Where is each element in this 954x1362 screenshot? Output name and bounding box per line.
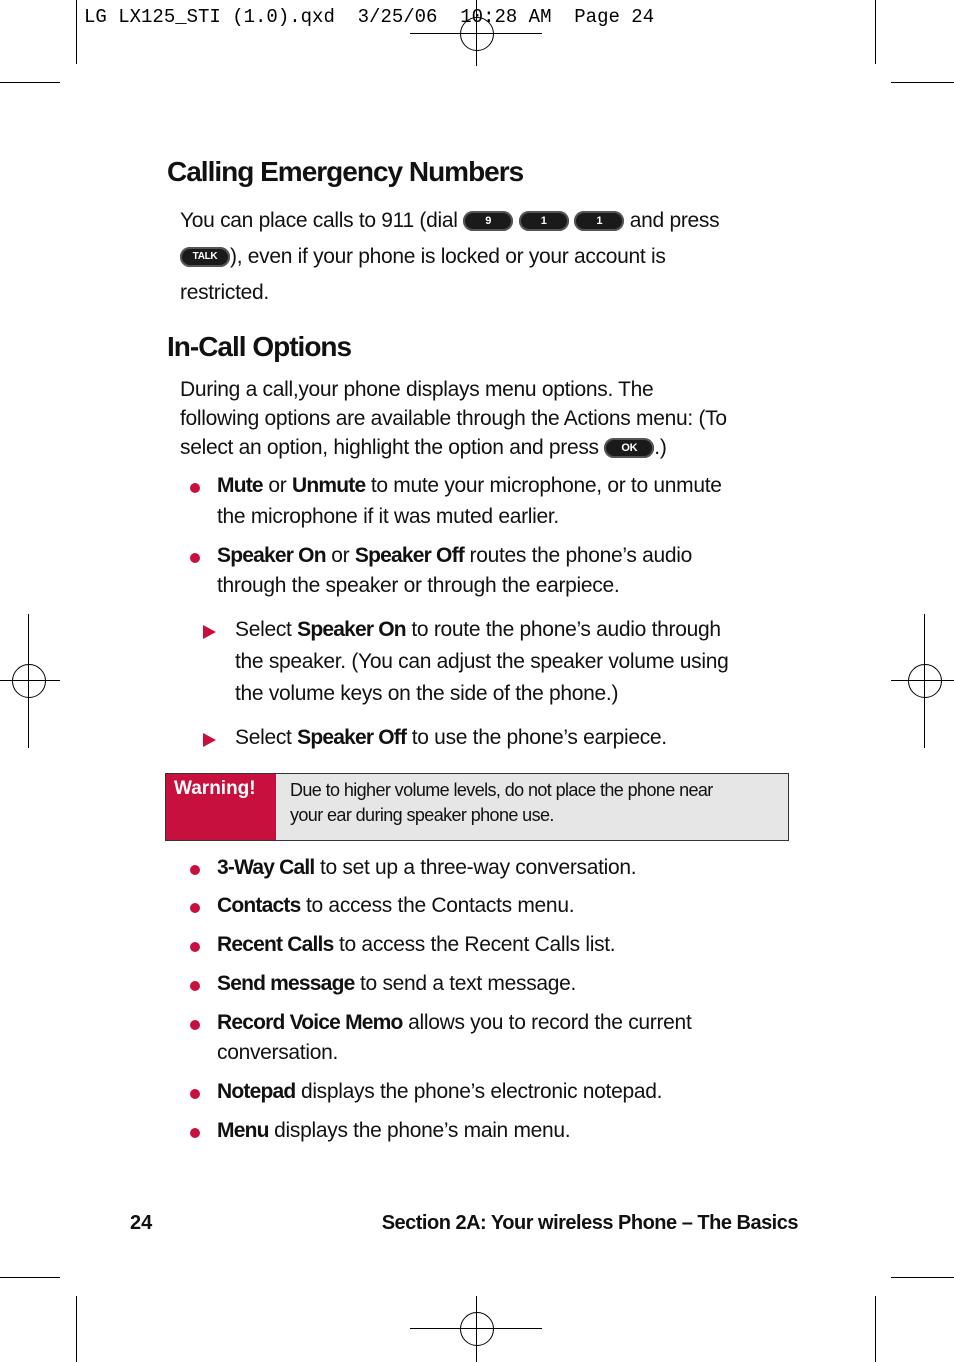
incall-intro-3: select an option, highlight the option and press OK .) [180, 436, 667, 459]
list-item-record-voice-memo: Record Voice Memo allows you to record the current [217, 1011, 692, 1034]
list-item-mute-cont: the microphone if it was muted earlier. [217, 505, 559, 528]
sub-item-speaker-on: Select Speaker On to route the phone’s audio through [235, 618, 721, 641]
bullet-icon [190, 1128, 200, 1138]
bullet-icon [190, 1089, 200, 1099]
list-item-record-voice-memo-cont: conversation. [217, 1041, 339, 1064]
incall-intro-2: following options are available through the Actions menu: (To [180, 407, 727, 430]
emergency-line-3: restricted. [180, 281, 269, 304]
emergency-line-1: You can place calls to 911 (dial 9 1 1 and press [180, 209, 720, 232]
warning-text: Due to higher volume levels, do not place the phone near your ear during speaker phone use. [290, 780, 713, 825]
heading-in-call: In-Call Options [167, 331, 352, 362]
key-9-icon: 9 [463, 211, 513, 231]
list-item-menu: Menu displays the phone’s main menu. [217, 1119, 571, 1142]
ok-key-icon: OK [604, 438, 654, 458]
list-item-mute: Mute or Unmute to mute your microphone, or to unmute [217, 474, 722, 497]
page-number: 24 [130, 1212, 153, 1234]
emergency-line-2: TALK ), even if your phone is locked or your account is [180, 245, 666, 269]
print-slug: LG LX125_STI (1.0).qxd 3/25/06 10:28 AM Page 24 [84, 6, 655, 28]
sub-item-speaker-off: Select Speaker Off to use the phone’s earpiece. [235, 726, 667, 749]
bullet-icon [190, 483, 200, 493]
key-1-icon: 1 [574, 211, 624, 231]
sub-item-speaker-on-cont2: the volume keys on the side of the phone.) [235, 682, 619, 705]
list-item-contacts: Contacts to access the Contacts menu. [217, 894, 575, 917]
list-item-notepad: Notepad displays the phone’s electronic notepad. [217, 1080, 663, 1103]
list-item-speaker-cont: through the speaker or through the earpiece. [217, 574, 620, 597]
sub-item-speaker-on-cont1: the speaker. (You can adjust the speaker volume using [235, 650, 729, 673]
list-item-3way: 3-Way Call to set up a three-way conversation. [217, 856, 637, 879]
list-item-recent-calls: Recent Calls to access the Recent Calls list. [217, 933, 616, 956]
heading-emergency: Calling Emergency Numbers [167, 156, 524, 187]
bullet-icon [190, 553, 200, 563]
list-item-send-message: Send message to send a text message. [217, 972, 577, 995]
section-title: Section 2A: Your wireless Phone – The Basics [381, 1212, 798, 1234]
list-item-speaker: Speaker On or Speaker Off routes the phone’s audio [217, 544, 692, 567]
key-1-icon: 1 [519, 211, 569, 231]
bullet-icon [190, 981, 200, 991]
warning-label: Warning! [166, 774, 276, 840]
bullet-icon [190, 903, 200, 913]
arrow-right-icon [203, 625, 216, 639]
bullet-icon [190, 942, 200, 952]
bullet-icon [190, 865, 200, 875]
talk-key-icon: TALK [180, 247, 230, 267]
arrow-right-icon [203, 733, 216, 747]
warning-box [165, 773, 789, 841]
incall-intro-1: During a call,your phone displays menu options. The [180, 378, 654, 401]
bullet-icon [190, 1020, 200, 1030]
